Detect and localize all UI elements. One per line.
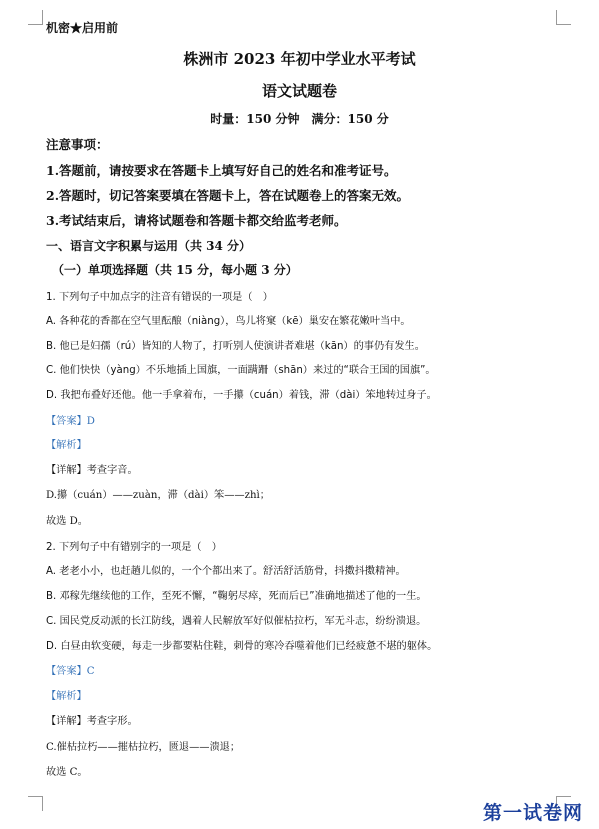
q1-option-b: B. 他已是妇孺（rú）皆知的人物了，打听别人使演讲者难堪（kān）的事仍有发生。 bbox=[46, 341, 425, 352]
time-score-line: 时量：150 分钟 满分：150 分 bbox=[210, 112, 389, 126]
notice-item-2: 2.答题时，切记答案要填在答题卡上，答在试题卷上的答案无效。 bbox=[46, 188, 410, 203]
q2-answer-text: 【答案】C bbox=[46, 666, 95, 677]
q2-option-c: C. 国民党反动派的长江防线，遇着人民解放军好似催枯拉朽，军无斗志，纷纷溃退。 bbox=[46, 616, 427, 627]
q2-detail: 【详解】考查字形。 bbox=[46, 716, 138, 727]
crop-mark-top-left bbox=[28, 10, 43, 25]
q1-conclusion: 故选 D。 bbox=[46, 516, 88, 527]
q2-stem: 2. 下列句子中有错别字的一项是（ ） bbox=[46, 542, 222, 553]
q1-option-c: C. 他们快快（yàng）不乐地插上国旗，一面蹒跚（shān）来过的“联合王国的国旗”。 bbox=[46, 365, 436, 376]
section-subtitle: （一）单项选择题（共 15 分，每小题 3 分） bbox=[52, 263, 298, 277]
q2-explain: C.催枯拉朽——摧枯拉朽，匮退——溃退； bbox=[46, 742, 241, 753]
q1-analysis: 【解析】 bbox=[46, 440, 87, 451]
q1-stem: 1. 下列句子中加点字的注音有错误的一项是（ ） bbox=[46, 292, 273, 303]
q2-answer bbox=[46, 662, 95, 677]
q1-option-a: A. 各种花的香都在空气里酝酿（niàng），鸟儿将窠（kē）巢安在繁花嫩叶当中。 bbox=[46, 316, 411, 327]
site-watermark: 第一试卷网 bbox=[482, 802, 583, 824]
q2-option-b: B. 邓稼先继续他的工作，至死不懈，“鞠躬尽瘁，死而后已”准确地描述了他的一生。 bbox=[46, 591, 427, 602]
exam-subtitle: 语文试题卷 bbox=[261, 82, 337, 100]
notice-item-3: 3.考试结束后，请将试题卷和答题卡都交给监考老师。 bbox=[46, 213, 347, 228]
q2-option-a: A. 老老小小，也赶趟儿似的，一个个都出来了。舒活舒活筋骨，抖擞抖擞精神。 bbox=[46, 566, 406, 577]
section-title: 一、语言文字积累与运用（共 34 分） bbox=[46, 239, 252, 253]
crop-mark-top-right bbox=[556, 10, 571, 25]
q2-analysis: 【解析】 bbox=[46, 691, 87, 702]
q1-explain: D.攥（cuán）——zuàn，滞（dài）笨——zhì； bbox=[46, 490, 270, 501]
confidential-label: 机密★启用前 bbox=[46, 21, 119, 35]
notice-item-1: 1.答题前，请按要求在答题卡上填写好自己的姓名和准考证号。 bbox=[46, 163, 397, 178]
q1-detail: 【详解】考查字音。 bbox=[46, 465, 138, 476]
q1-option-d: D. 我把布叠好还他。他一手拿着布，一手攥（cuán）着钱，滞（dài）笨地转过身子。 bbox=[46, 390, 437, 401]
q2-option-d: D. 白昼由软变硬，每走一步都要粘住鞋，刺骨的寒冷吞噬着他们已经疲惫不堪的躯体。 bbox=[46, 641, 438, 652]
notice-heading: 注意事项： bbox=[46, 137, 109, 152]
q1-answer bbox=[46, 412, 95, 427]
q2-conclusion: 故选 C。 bbox=[46, 767, 88, 778]
q1-answer-text: 【答案】D bbox=[46, 416, 95, 427]
exam-title: 株洲市 2023 年初中学业水平考试 bbox=[183, 50, 416, 68]
crop-mark-bottom-left bbox=[28, 796, 43, 811]
